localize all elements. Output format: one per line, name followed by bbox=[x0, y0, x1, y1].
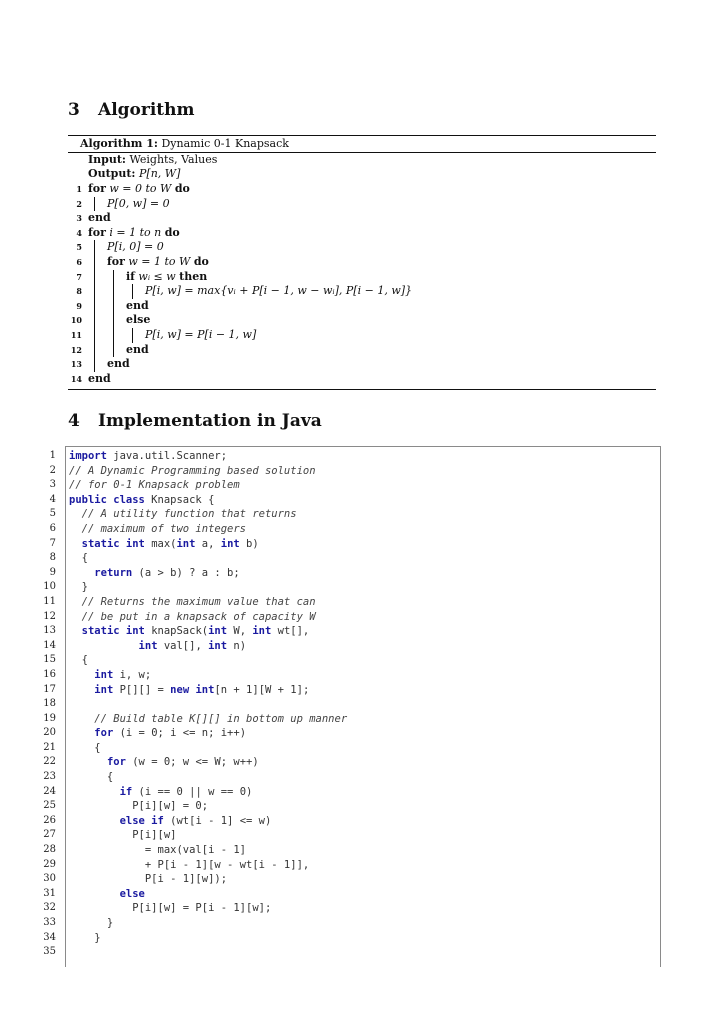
code-line: } bbox=[69, 581, 88, 594]
code-line: P[i][w] bbox=[69, 829, 177, 842]
algorithm-output-label: Output: bbox=[88, 167, 136, 180]
algorithm-line-text: P[i, 0] = 0 bbox=[107, 240, 164, 254]
algorithm-line-text: for w = 0 to W do bbox=[88, 182, 190, 195]
algorithm-line-number: 9 bbox=[76, 300, 82, 311]
algorithm-output-value: P[n, W] bbox=[139, 167, 181, 180]
algorithm-indent-bar bbox=[113, 343, 114, 358]
algorithm-indent-bar bbox=[113, 299, 114, 314]
code-line-number: 32 bbox=[43, 902, 56, 914]
code-line-number: 2 bbox=[49, 464, 56, 476]
code-line-number: 31 bbox=[43, 887, 56, 899]
code-line: // Returns the maximum value that can bbox=[69, 595, 316, 608]
algorithm-line-number: 10 bbox=[70, 315, 82, 326]
algorithm-indent-bar bbox=[94, 284, 95, 299]
code-line: if (i == 0 || w == 0) bbox=[119, 785, 253, 798]
code-line-number: 24 bbox=[43, 785, 56, 797]
code-line: // Build table K[][] in bottom up manner bbox=[69, 712, 348, 725]
algorithm-line bbox=[68, 226, 656, 240]
code-line-number: 34 bbox=[43, 931, 56, 943]
code-line: import java.util.Scanner; bbox=[69, 450, 228, 462]
code-line-number: 11 bbox=[43, 595, 56, 607]
code-line-number: 13 bbox=[43, 625, 56, 637]
code-line-number: 35 bbox=[43, 946, 56, 958]
code-line-number: 16 bbox=[43, 668, 56, 680]
algorithm-line-number: 2 bbox=[76, 198, 82, 209]
algorithm-line bbox=[68, 328, 656, 342]
section-3-title: Algorithm bbox=[98, 100, 195, 120]
code-line: public class Knapsack { bbox=[69, 493, 215, 506]
code-line: int i, w; bbox=[94, 668, 152, 681]
section-3-number: 3 bbox=[68, 100, 80, 120]
algorithm-indent-bar bbox=[113, 284, 114, 299]
algorithm-input-value: Weights, Values bbox=[129, 153, 218, 166]
algorithm-line bbox=[68, 372, 656, 386]
code-line bbox=[69, 945, 347, 960]
code-line-number: 21 bbox=[43, 741, 56, 753]
algorithm-caption bbox=[80, 137, 289, 150]
algorithm-line-text: else bbox=[126, 313, 151, 327]
code-line-number: 1 bbox=[49, 450, 56, 461]
code-line-number: 12 bbox=[43, 610, 56, 622]
algorithm-indent-bar bbox=[94, 255, 95, 270]
algorithm-line bbox=[68, 313, 656, 327]
algorithm-line bbox=[68, 211, 656, 225]
algorithm-indent-bar bbox=[113, 270, 114, 285]
code-line: P[i][w] = 0; bbox=[69, 800, 209, 813]
code-line-number: 27 bbox=[43, 829, 56, 841]
code-line: static int knapSack(int W, int wt[], bbox=[81, 625, 310, 638]
algorithm-line-text: P[i, w] = max{vᵢ + P[i − 1, w − wᵢ], P[i − 1, w]} bbox=[145, 284, 413, 298]
algorithm-name: Dynamic 0-1 Knapsack bbox=[161, 137, 289, 150]
algorithm-line-number: 4 bbox=[76, 227, 82, 238]
algorithm-line-text: for i = 1 to n do bbox=[88, 225, 180, 239]
algorithm-indent-bar bbox=[94, 313, 95, 328]
code-line-number: 3 bbox=[49, 479, 56, 491]
algorithm-line-number: 1 bbox=[76, 184, 82, 194]
code-line-number: 28 bbox=[43, 844, 56, 856]
algorithm-input bbox=[88, 153, 217, 167]
algorithm-line-text: P[i, w] = P[i − 1, w] bbox=[145, 328, 257, 341]
code-line: // A Dynamic Programming based solution bbox=[69, 464, 316, 477]
code-line-number: 4 bbox=[49, 493, 56, 505]
code-line-number: 7 bbox=[49, 537, 56, 549]
algorithm-indent-bar bbox=[94, 299, 95, 314]
code-line: { bbox=[69, 552, 88, 565]
algorithm-line bbox=[68, 284, 656, 298]
code-line: } bbox=[69, 931, 101, 944]
algorithm-line-number: 8 bbox=[76, 286, 82, 297]
algorithm-top-rule bbox=[68, 135, 656, 136]
code-line bbox=[69, 697, 347, 712]
code-line-number: 8 bbox=[49, 552, 56, 564]
code-line: // be put in a knapsack of capacity W bbox=[69, 610, 316, 623]
code-line: else if (wt[i - 1] <= w) bbox=[119, 814, 272, 827]
algorithm-line-number: 11 bbox=[70, 330, 82, 340]
code-line: else bbox=[119, 887, 145, 900]
algorithm-line bbox=[68, 270, 656, 284]
algorithm-line bbox=[68, 357, 656, 371]
algorithm-indent-bar bbox=[94, 270, 95, 285]
code-line-number: 18 bbox=[43, 698, 56, 710]
algorithm-line-text: end bbox=[88, 211, 111, 225]
section-3-heading bbox=[68, 100, 195, 120]
algorithm-indent-bar bbox=[94, 343, 95, 358]
algorithm-bottom-rule bbox=[68, 389, 656, 390]
code-line: { bbox=[69, 771, 114, 784]
section-4-title: Implementation in Java bbox=[98, 411, 322, 431]
algorithm-line-number: 12 bbox=[70, 344, 82, 355]
algorithm-indent-bar bbox=[113, 328, 114, 343]
code-line: } bbox=[69, 917, 114, 929]
code-line: int val[], int n) bbox=[138, 639, 247, 652]
algorithm-label: Algorithm 1: bbox=[80, 137, 158, 150]
section-4-heading bbox=[68, 411, 322, 431]
algorithm-line-text: end bbox=[126, 342, 149, 356]
algorithm-output bbox=[88, 167, 180, 181]
code-line-numbers bbox=[36, 449, 56, 960]
code-line-number: 22 bbox=[43, 756, 56, 768]
algorithm-line-text: end bbox=[126, 298, 149, 312]
algorithm-line bbox=[68, 197, 656, 211]
algorithm-line-text: for w = 1 to W do bbox=[107, 255, 209, 268]
code-line: P[i][w] = P[i - 1][w]; bbox=[69, 902, 272, 915]
code-line-number: 5 bbox=[49, 508, 56, 520]
algorithm-input-label: Input: bbox=[88, 153, 126, 166]
algorithm-line-number: 3 bbox=[76, 213, 82, 224]
code-line: for (w = 0; w <= W; w++) bbox=[106, 756, 259, 769]
code-line: for (i = 0; i <= n; i++) bbox=[94, 727, 247, 740]
algorithm-indent-bar bbox=[94, 240, 95, 255]
code-line-number: 10 bbox=[43, 581, 56, 593]
code-line-number: 15 bbox=[43, 654, 56, 666]
algorithm-line-text: end bbox=[107, 357, 130, 371]
code-line-number: 19 bbox=[43, 712, 56, 724]
code-line: = max(val[i - 1] bbox=[69, 844, 247, 857]
algorithm-line-number: 7 bbox=[76, 271, 82, 282]
code-line-number: 33 bbox=[43, 917, 56, 928]
code-line-number: 17 bbox=[43, 683, 56, 695]
algorithm-line bbox=[68, 240, 656, 254]
code-line-number: 6 bbox=[49, 522, 56, 534]
algorithm-indent-bar bbox=[94, 357, 95, 372]
code-line-number: 9 bbox=[49, 566, 56, 578]
algorithm-indent-bar bbox=[94, 197, 95, 212]
algorithm-line bbox=[68, 343, 656, 357]
algorithm-line-number: 5 bbox=[76, 242, 82, 253]
code-line: // A utility function that returns bbox=[69, 508, 297, 521]
algorithm-line bbox=[68, 299, 656, 313]
code-line-number: 30 bbox=[43, 873, 56, 885]
code-line: int P[][] = new int[n + 1][W + 1]; bbox=[94, 683, 310, 696]
algorithm-line-text: if wᵢ ≤ w then bbox=[126, 269, 208, 283]
code-line-number: 14 bbox=[43, 639, 56, 651]
code-line: + P[i - 1][w - wt[i - 1]], bbox=[69, 858, 310, 871]
code-line-number: 20 bbox=[43, 727, 56, 739]
algorithm-indent-bar bbox=[113, 313, 114, 328]
algorithm-line-text: P[0, w] = 0 bbox=[107, 196, 170, 210]
algorithm-line-number: 14 bbox=[70, 373, 82, 384]
algorithm-line-number: 13 bbox=[70, 359, 82, 370]
algorithm-indent-bar bbox=[94, 328, 95, 343]
code-line-number: 23 bbox=[43, 771, 56, 783]
algorithm-line-number: 6 bbox=[76, 257, 82, 267]
code-line-number: 29 bbox=[43, 858, 56, 870]
code-listing bbox=[69, 449, 347, 960]
algorithm-indent-bar bbox=[132, 328, 133, 343]
code-line: static int max(int a, int b) bbox=[81, 537, 259, 550]
algorithm-line-text: end bbox=[88, 371, 111, 385]
algorithm-line bbox=[68, 255, 656, 269]
algorithm-line bbox=[68, 182, 656, 196]
code-line: return (a > b) ? a : b; bbox=[94, 566, 240, 579]
code-line: { bbox=[69, 741, 101, 754]
code-line-number: 26 bbox=[43, 814, 56, 826]
code-line: P[i - 1][w]); bbox=[69, 873, 228, 886]
algorithm-indent-bar bbox=[132, 284, 133, 299]
code-line: // for 0-1 Knapsack problem bbox=[69, 479, 240, 492]
code-line: { bbox=[69, 654, 88, 667]
algorithm-box bbox=[68, 135, 656, 391]
code-line-number: 25 bbox=[43, 800, 56, 812]
section-4-number: 4 bbox=[68, 411, 80, 431]
code-line: // maximum of two integers bbox=[69, 522, 247, 535]
